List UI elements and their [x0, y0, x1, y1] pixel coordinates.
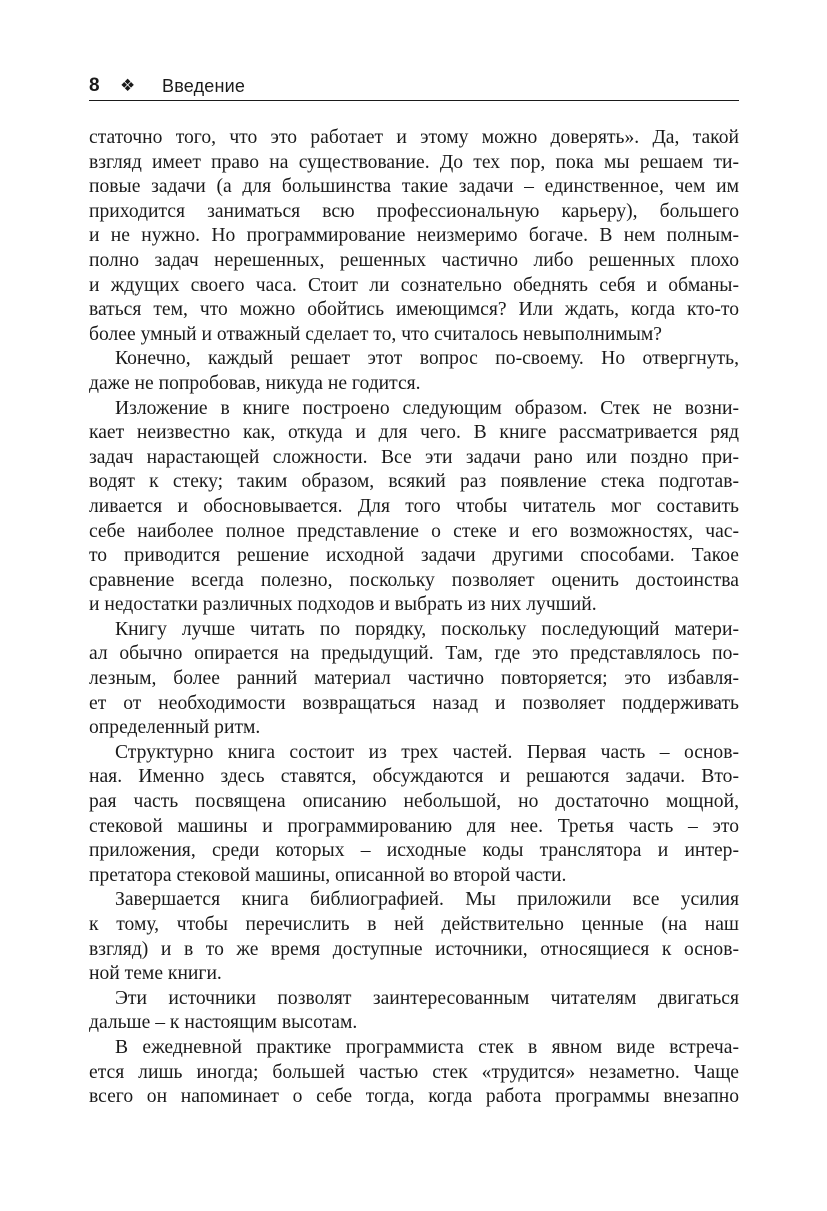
text-line: и не нужно. Но программирование неизмеримо богаче. В нем полным-	[89, 225, 739, 247]
text-line: задач нарастающей сложности. Все эти задачи рано или поздно при-	[89, 446, 739, 468]
text-line: ливается и обосновывается. Для того чтобы читатель мог составить	[89, 495, 739, 517]
text-line: Конечно, каждый решает этот вопрос по-своему. Но отвергнуть,	[115, 348, 739, 370]
text-line: взгляд) и в то же время доступные источники, относящиеся к основ-	[89, 938, 739, 960]
text-line: ная. Именно здесь ставятся, обсуждаются и решаются задачи. Вто-	[89, 766, 739, 788]
text-line: к тому, чтобы перечислить в ней действительно ценные (на наш	[89, 914, 739, 935]
text-line: всего он напоминает о себе тогда, когда работа программы внезапно	[89, 1086, 739, 1108]
page-number: 8	[89, 75, 100, 96]
text-line: ной теме книги.	[89, 963, 222, 985]
text-line: приложения, среди которых – исходные коды транслятора и интер-	[89, 840, 739, 862]
text-line: ется лишь иногда; большей частью стек «трудится» незаметно. Чаще	[89, 1061, 739, 1083]
text-line: ал обычно опирается на предыдущий. Там, где это представлялось по-	[89, 643, 739, 665]
running-header	[89, 74, 739, 101]
text-line: даже не попробовав, никуда не годится.	[89, 372, 421, 394]
text-line: взгляд имеет право на существование. До тех пор, пока мы решаем ти-	[89, 151, 739, 173]
text-line: В ежедневной практике программиста стек в явном виде встреча-	[115, 1036, 739, 1058]
text-line: Изложение в книге построено следующим образом. Стек не возни-	[115, 397, 739, 419]
text-line: полно задач нерешенных, решенных частично либо решенных плохо	[89, 249, 739, 271]
text-line: дальше – к настоящим высотам.	[89, 1012, 358, 1034]
text-line: определенный ритм.	[89, 717, 261, 739]
body-text	[89, 126, 739, 1110]
ornament-icon: ❖	[120, 76, 136, 95]
text-line: Книгу лучше читать по порядку, поскольку последующий матери-	[115, 618, 739, 640]
text-line: себе наиболее полное представление о стеке и его возможностях, час-	[89, 520, 739, 542]
text-line: Эти источники позволят заинтересованным читателям двигаться	[115, 987, 739, 1009]
text-line: сравнение всегда полезно, поскольку позволяет оценить достоинства	[89, 569, 739, 591]
text-line: статочно того, что это работает и этому можно доверять». Да, такой	[89, 127, 739, 148]
text-line: и недостатки различных подходов и выбрать из них лучший.	[89, 594, 597, 616]
section-title: Введение	[162, 76, 246, 96]
text-line: Завершается книга библиографией. Мы приложили все усилия	[115, 889, 739, 911]
text-line: претатора стековой машины, описанной во второй части.	[89, 864, 567, 886]
text-line: ваться тем, что можно обойтись имеющимся? Или ждать, когда кто-то	[89, 299, 739, 321]
text-line: водят к стеку; таким образом, всякий раз появление стека подготав-	[89, 471, 739, 493]
text-line: стековой машины и программированию для нее. Третья часть – это	[89, 815, 739, 837]
text-line: кает неизвестно как, откуда и для чего. В книге рассматривается ряд	[89, 422, 739, 444]
text-line: ет от необходимости возвращаться назад и позволяет поддерживать	[89, 692, 739, 714]
text-line: и ждущих своего часа. Стоит ли сознательно обеднять себя и обманы-	[89, 274, 739, 296]
text-line: лезным, более ранний материал частично повторяется; это избавля-	[89, 668, 739, 690]
text-line: Структурно книга состоит из трех частей. Первая часть – основ-	[115, 741, 739, 763]
text-line: рая часть посвящена описанию небольшой, но достаточно мощной,	[89, 791, 739, 813]
text-line: более умный и отважный сделает то, что считалось невыполнимым?	[89, 323, 662, 345]
text-line: то приводится решение исходной задачи другими способами. Такое	[89, 545, 739, 567]
text-line: приходится заниматься всю профессиональную карьеру), большего	[89, 200, 739, 222]
text-line: повые задачи (а для большинства такие задачи – единственное, чем им	[89, 176, 739, 198]
